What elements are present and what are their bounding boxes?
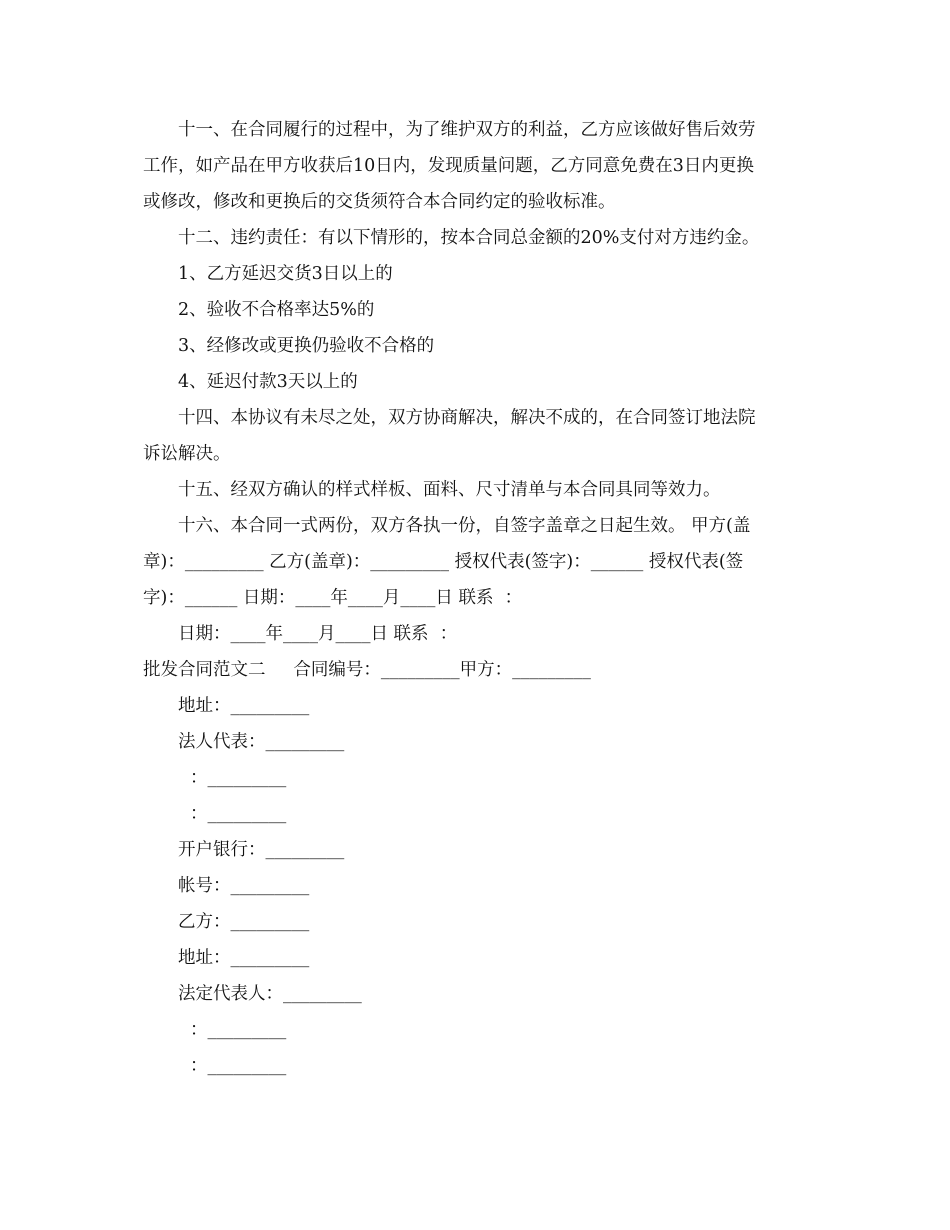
breach-item-1: 1、乙方延迟交货3日以上的 bbox=[178, 264, 393, 284]
breach-item-4: 4、延迟付款3天以上的 bbox=[178, 372, 358, 392]
party-a-field-blank-1: ：_________ bbox=[190, 768, 287, 788]
party-b-label: 乙方：_________ bbox=[178, 912, 310, 932]
party-b-legal-rep: 法定代表人：_________ bbox=[178, 984, 362, 1004]
party-a-address: 地址：_________ bbox=[178, 696, 310, 716]
clause-12-heading: 十二、违约责任：有以下情形的，按本合同总金额的20%支付对方违约金。 bbox=[178, 228, 760, 248]
party-a-bank: 开户银行：_________ bbox=[178, 840, 345, 860]
party-a-account: 帐号：_________ bbox=[178, 876, 310, 896]
party-b-field-blank-1: ：_________ bbox=[190, 1020, 287, 1040]
breach-item-2: 2、验收不合格率达5%的 bbox=[178, 300, 375, 320]
clause-14-line-1: 十四、本协议有未尽之处，双方协商解决，解决不成的，在合同签订地法院 bbox=[178, 408, 756, 428]
breach-item-3: 3、经修改或更换仍验收不合格的 bbox=[178, 336, 435, 356]
date-contact-line: 日期：____年____月____日 联系 ： bbox=[178, 624, 458, 644]
clause-16-line-3: 字)：______ 日期：____年____月____日 联系 ： bbox=[143, 588, 523, 608]
clause-11-line-1: 十一、在合同履行的过程中，为了维护双方的利益，乙方应该做好售后效劳 bbox=[178, 120, 756, 140]
clause-11-line-3: 或修改，修改和更换后的交货须符合本合同约定的验收标准。 bbox=[143, 192, 616, 212]
clause-15: 十五、经双方确认的样式样板、面料、尺寸清单与本合同具同等效力。 bbox=[178, 480, 721, 500]
party-a-legal-rep: 法人代表：_________ bbox=[178, 732, 345, 752]
clause-16-line-2: 章)：_________ 乙方(盖章)：_________ 授权代表(签字)：______ 授权代表(签 bbox=[143, 552, 744, 572]
clause-16-line-1: 十六、本合同一式两份，双方各执一份，自签字盖章之日起生效。 甲方(盖 bbox=[178, 516, 751, 536]
party-b-address: 地址：_________ bbox=[178, 948, 310, 968]
party-a-field-blank-2: ：_________ bbox=[190, 804, 287, 824]
clause-11-line-2: 工作，如产品在甲方收获后10日内，发现质量问题，乙方同意免费在3日内更换 bbox=[143, 156, 754, 176]
contract-two-heading: 批发合同范文二 合同编号：_________甲方：_________ bbox=[143, 660, 591, 680]
clause-14-line-2: 诉讼解决。 bbox=[143, 444, 231, 464]
party-b-field-blank-2: ：_________ bbox=[190, 1056, 287, 1076]
